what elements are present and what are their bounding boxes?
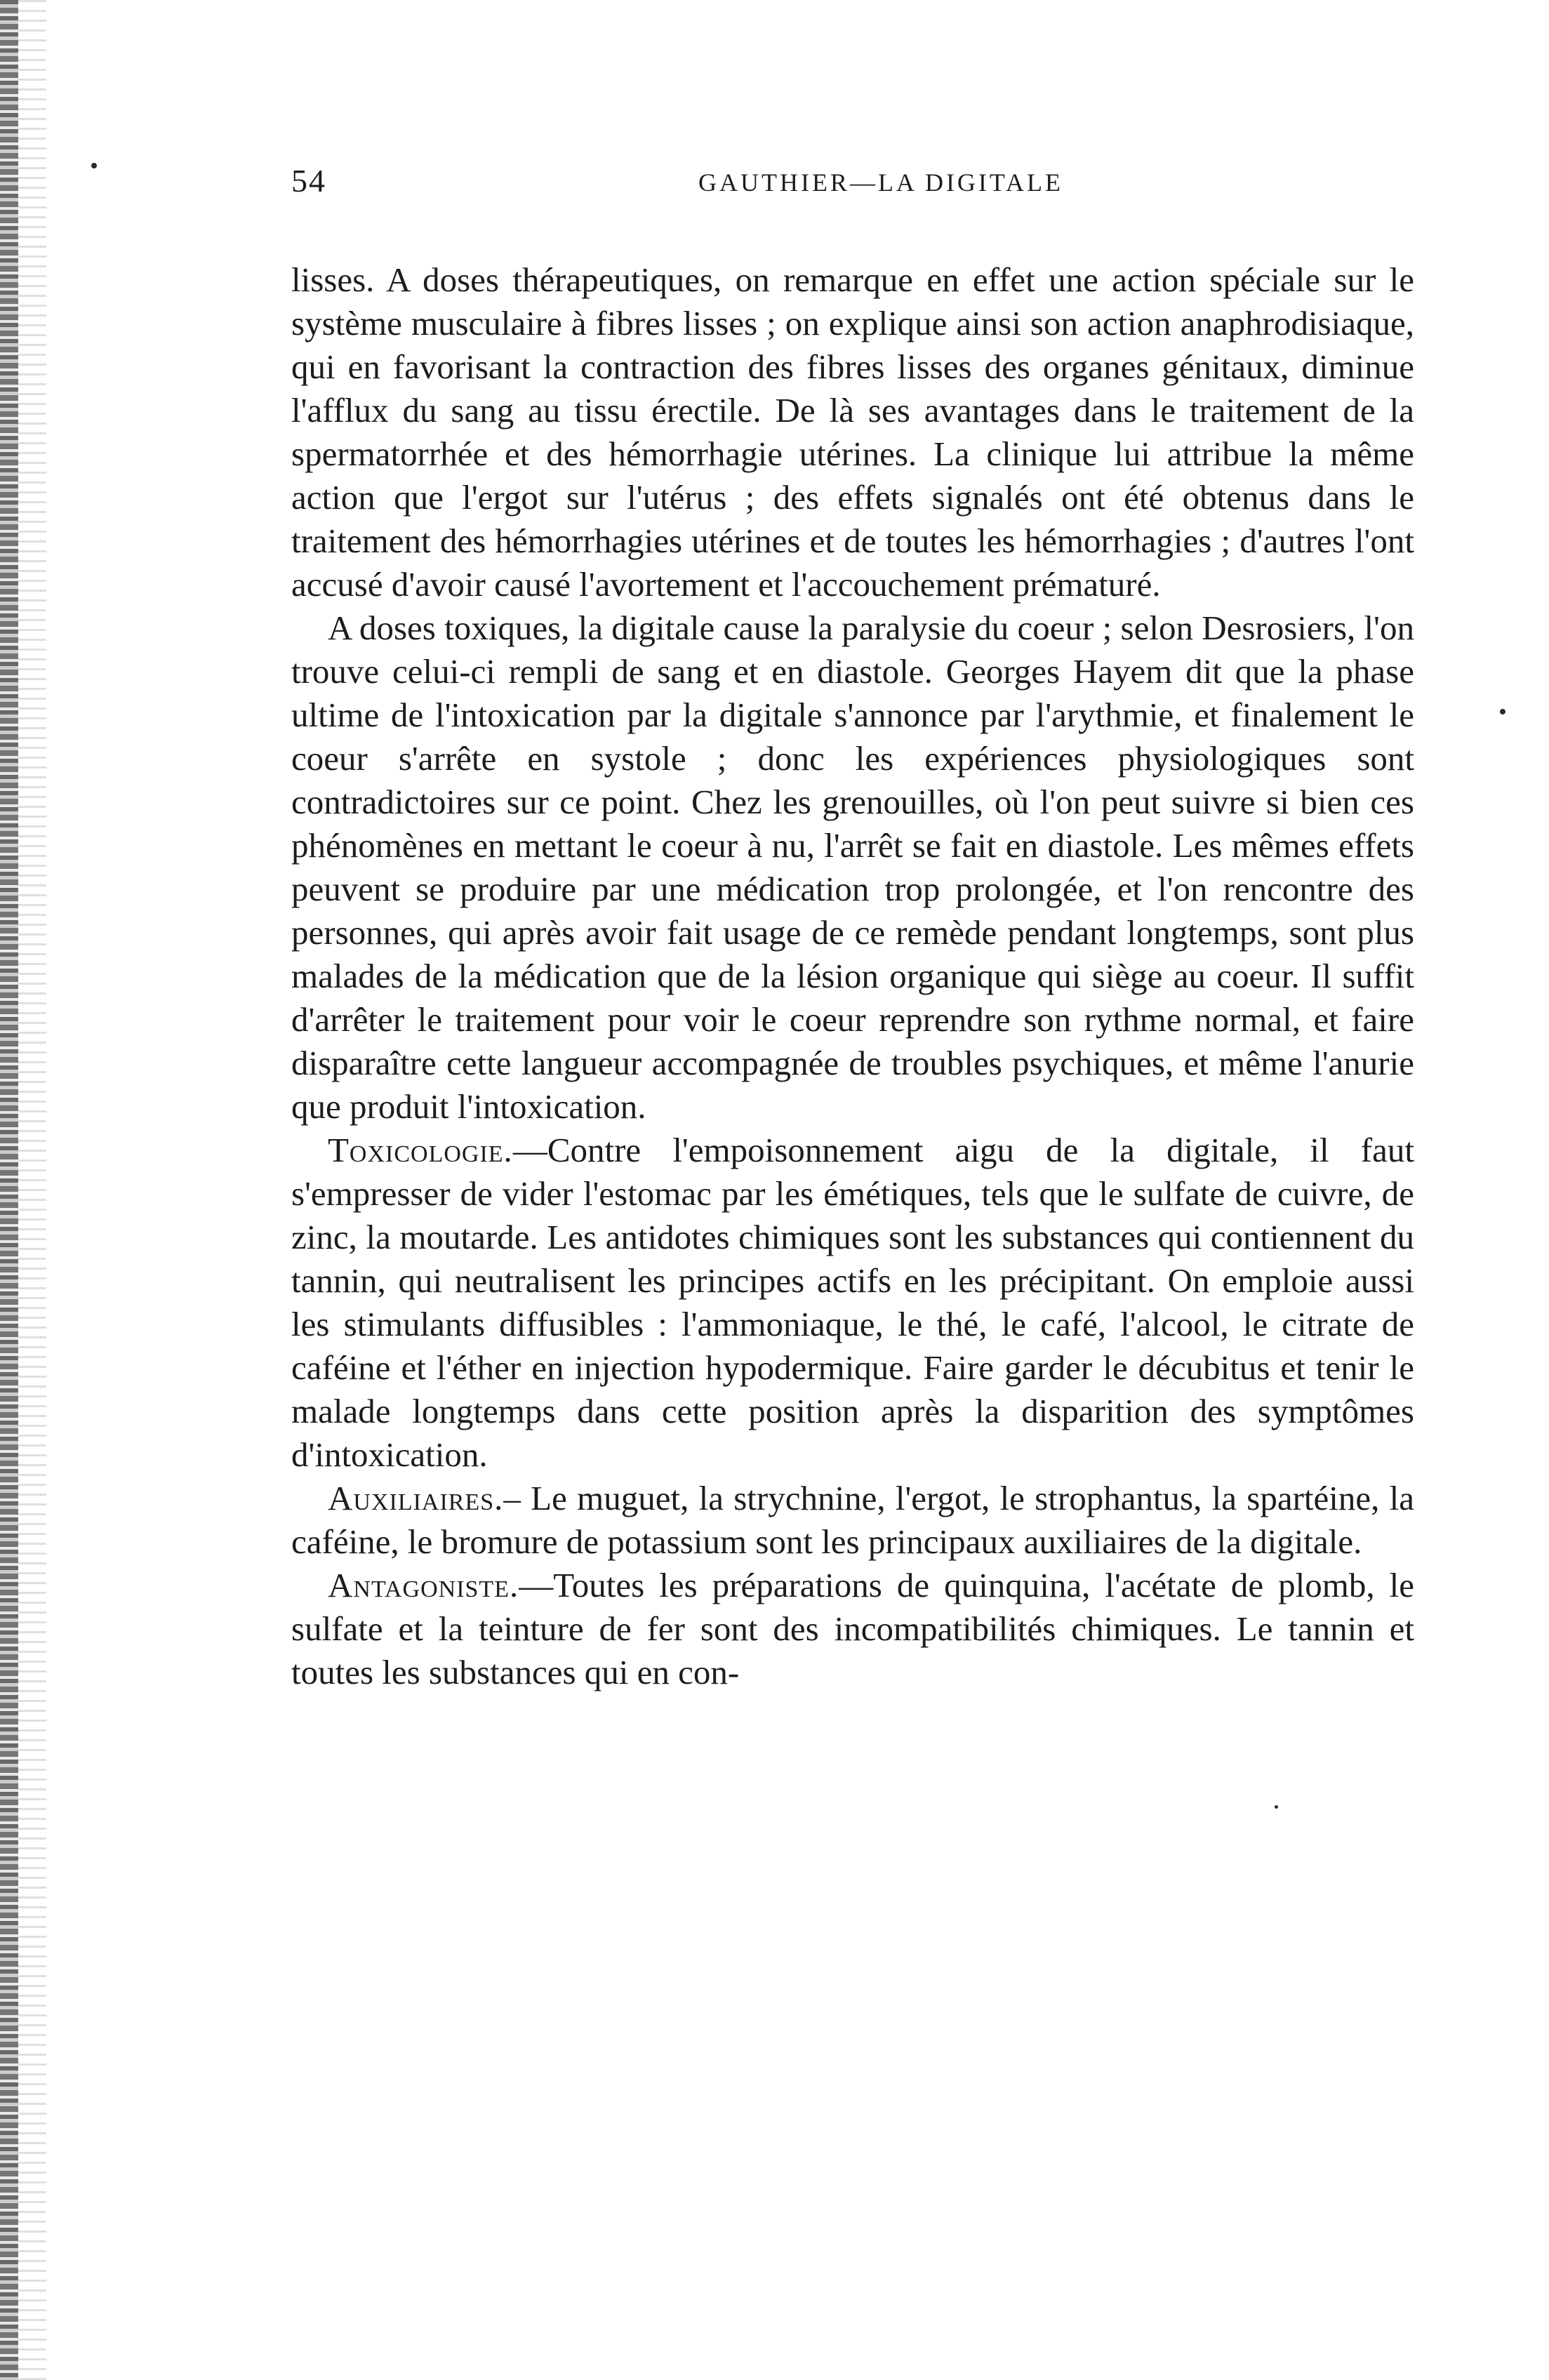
section-heading-antagoniste: Antagoniste. — [328, 1566, 519, 1604]
paragraph-continuation — [291, 258, 1414, 606]
section-heading-auxiliaires: Auxiliaires. — [328, 1479, 504, 1517]
binding-edge-shadow — [0, 0, 18, 2380]
paragraph-auxiliaires — [291, 1477, 1414, 1564]
binding-edge-shadow-inner — [18, 0, 46, 2380]
paragraph-text: – Le muguet, la strychnine, l'ergot, le strophantus, la spartéine, la caféine, le bromure de potassium sont les principaux auxiliaires de la digitale. — [291, 1479, 1414, 1561]
paragraph-text: —Toutes les préparations de quinquina, l'acétate de plomb, le sulfate et la teinture de fer sont des incompatibilités chimiques. Le tannin et toutes les substances qui en con- — [291, 1566, 1414, 1691]
paragraph-text: A doses toxiques, la digitale cause la paralysie du coeur ; selon Desrosiers, l'on trouve celui-ci rempli de sang et en diastole. Georges Hayem dit que la phase ultime de l'intoxication par la digitale s'annonce par l'arythmie, et finalement le coeur s'arrête en systole ; donc les expériences physiologiques sont contradictoires sur ce point. Chez les grenouilles, où l'on peut suivre si bien ces phénomènes en mettant le coeur à nu, l'arrêt se fait en diastole. Les mêmes effets peuvent se produire par une médication trop prolongée, et l'on rencontre des personnes, qui après avoir fait usage de ce remède pendant longtemps, sont plus malades de la médication que de la lésion organique qui siège au coeur. Il suffit d'arrêter le traitement pour voir le coeur reprendre son rythme normal, et faire disparaître cette langueur accompagnée de troubles psychiques, et même l'anurie que produit l'intoxication. — [291, 609, 1414, 1126]
paragraph-toxic-doses — [291, 606, 1414, 1129]
scan-speck — [1500, 709, 1505, 714]
scan-speck — [1275, 1805, 1278, 1809]
paragraph-text: lisses. A doses thérapeutiques, on remarque en effet une action spéciale sur le système musculaire à fibres lisses ; on explique ainsi son action anaphrodisiaque, qui en favorisant la contraction des fibres lisses des organes génitaux, diminue l'afflux du sang au tissu érectile. De là ses avantages dans le traitement de la spermatorrhée et des hémorrhagie utérines. La clinique lui attribue la même action que l'ergot sur l'utérus ; des effets signalés ont été obtenus dans le traitement des hémorrhagies utérines et de toutes les hémorrhagies ; d'autres l'ont accusé d'avoir causé l'avortement et l'accouchement prématuré. — [291, 260, 1414, 604]
paragraph-toxicologie — [291, 1129, 1414, 1477]
body-text — [291, 258, 1414, 1694]
section-heading-toxicologie: Toxicologie. — [328, 1131, 513, 1169]
paragraph-antagoniste — [291, 1564, 1414, 1694]
page-header — [291, 160, 1414, 209]
paragraph-text: —Contre l'empoisonnement aigu de la digitale, il faut s'empresser de vider l'estomac par les émétiques, tels que le sulfate de cuivre, de zinc, la moutarde. Les antidotes chimiques sont les substances qui contiennent du tannin, qui neutralisent les principes actifs en les précipitant. On emploie aussi les stimulants diffusibles : l'ammoniaque, le thé, le café, l'alcool, le citrate de caféine et l'éther en injection hypodermique. Faire garder le décubitus et tenir le malade longtemps dans cette position après la disparition des symptômes d'intoxication. — [291, 1131, 1414, 1474]
running-title: GAUTHIER—LA DIGITALE — [698, 168, 1064, 197]
scan-speck — [91, 163, 97, 168]
page-number: 54 — [291, 163, 326, 199]
